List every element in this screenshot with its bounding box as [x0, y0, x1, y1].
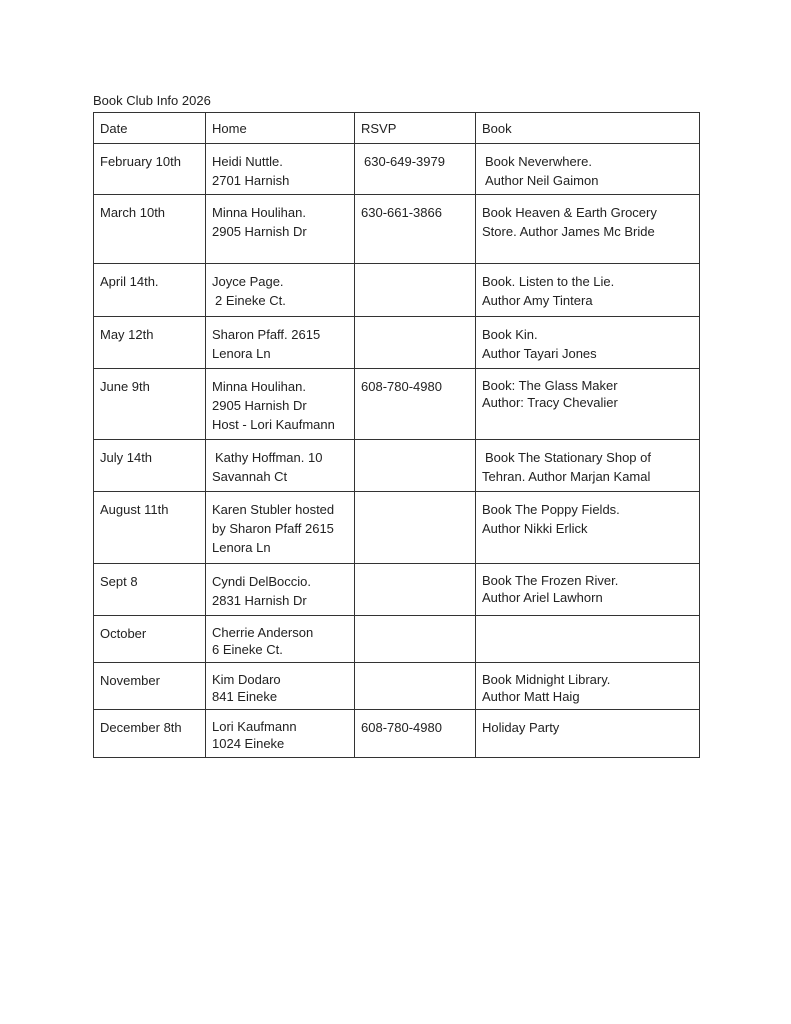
- book-line: Holiday Party: [482, 720, 560, 735]
- cell-home: [206, 710, 355, 758]
- book-line: Book Midnight Library.: [482, 672, 611, 687]
- book-line: Store. Author James Mc Bride: [482, 224, 655, 239]
- cell-home: [206, 440, 355, 492]
- book-line: Book The Frozen River.: [482, 573, 619, 588]
- table-row: [94, 564, 700, 616]
- cell-book: [476, 195, 700, 264]
- cell-date: November: [94, 663, 206, 710]
- header-home: Home: [206, 113, 355, 144]
- book-line: Author: Tracy Chevalier: [482, 395, 618, 410]
- home-line: by Sharon Pfaff 2615: [212, 521, 334, 536]
- table-row: [94, 144, 700, 195]
- rsvp-phone: 608-780-4980: [361, 379, 442, 394]
- home-line: Karen Stubler hosted: [212, 502, 335, 517]
- cell-home: [206, 663, 355, 710]
- book-club-table: [93, 112, 700, 758]
- cell-rsvp: [355, 663, 476, 710]
- home-line: 6 Eineke Ct.: [212, 642, 283, 657]
- cell-date: December 8th: [94, 710, 206, 758]
- cell-date: April 14th.: [94, 264, 206, 317]
- book-line: Author Nikki Erlick: [482, 521, 588, 536]
- cell-home: [206, 264, 355, 317]
- cell-rsvp: [355, 564, 476, 616]
- cell-rsvp: [355, 144, 476, 195]
- cell-home: [206, 564, 355, 616]
- book-line: Author Amy Tintera: [482, 293, 593, 308]
- cell-book: [476, 492, 700, 564]
- home-line: 2831 Harnish Dr: [212, 593, 307, 608]
- home-line: Joyce Page.: [212, 274, 284, 289]
- cell-rsvp: [355, 440, 476, 492]
- rsvp-phone: 630-649-3979: [364, 154, 445, 169]
- home-line: 1024 Eineke: [212, 736, 285, 751]
- document-title: Book Club Info 2026: [93, 93, 211, 108]
- book-line: Book. Listen to the Lie.: [482, 274, 615, 289]
- cell-date: February 10th: [94, 144, 206, 195]
- cell-date: March 10th: [94, 195, 206, 264]
- home-line: 2 Eineke Ct.: [215, 293, 286, 308]
- home-line: 841 Eineke: [212, 689, 278, 704]
- cell-book: [476, 440, 700, 492]
- book-line: Book Heaven & Earth Grocery: [482, 205, 657, 220]
- cell-home: [206, 616, 355, 663]
- cell-book: [476, 264, 700, 317]
- cell-book: [476, 663, 700, 710]
- cell-home: [206, 317, 355, 369]
- cell-book: [476, 369, 700, 440]
- cell-date: August 11th: [94, 492, 206, 564]
- cell-book: [476, 144, 700, 195]
- table-row: [94, 492, 700, 564]
- cell-rsvp: [355, 710, 476, 758]
- cell-date: Sept 8: [94, 564, 206, 616]
- cell-book: [476, 564, 700, 616]
- table-row: [94, 616, 700, 663]
- cell-rsvp: [355, 264, 476, 317]
- home-line: Lenora Ln: [212, 346, 271, 361]
- rsvp-phone: 608-780-4980: [361, 720, 442, 735]
- cell-date: July 14th: [94, 440, 206, 492]
- book-line: Author Tayari Jones: [482, 346, 597, 361]
- table-row: [94, 710, 700, 758]
- cell-book: [476, 616, 700, 663]
- book-line: Book Neverwhere.: [485, 154, 592, 169]
- cell-date: May 12th: [94, 317, 206, 369]
- table-row: [94, 195, 700, 264]
- book-line: Author Ariel Lawhorn: [482, 590, 603, 605]
- book-line: Tehran. Author Marjan Kamal: [482, 469, 651, 484]
- home-line: Lenora Ln: [212, 540, 271, 555]
- home-line: 2905 Harnish Dr: [212, 398, 307, 413]
- home-line: 2701 Harnish: [212, 173, 290, 188]
- home-line: Savannah Ct: [212, 469, 288, 484]
- home-line: Cherrie Anderson: [212, 625, 314, 640]
- book-line: Book Kin.: [482, 327, 538, 342]
- table-row: [94, 663, 700, 710]
- home-line: Sharon Pfaff. 2615: [212, 327, 321, 342]
- cell-date: June 9th: [94, 369, 206, 440]
- header-date: Date: [94, 113, 206, 144]
- cell-book: [476, 710, 700, 758]
- cell-rsvp: [355, 195, 476, 264]
- table-header-row: [94, 113, 700, 144]
- home-line: Kathy Hoffman. 10: [215, 450, 323, 465]
- cell-home: [206, 144, 355, 195]
- book-line: Book The Stationary Shop of: [485, 450, 651, 465]
- cell-rsvp: [355, 492, 476, 564]
- book-line: Book: The Glass Maker: [482, 378, 618, 393]
- table-row: [94, 440, 700, 492]
- home-line: Minna Houlihan.: [212, 379, 306, 394]
- home-line: 2905 Harnish Dr: [212, 224, 307, 239]
- cell-rsvp: [355, 317, 476, 369]
- home-line: Lori Kaufmann: [212, 719, 297, 734]
- cell-rsvp: [355, 369, 476, 440]
- cell-date: October: [94, 616, 206, 663]
- cell-home: [206, 492, 355, 564]
- book-line: Author Neil Gaimon: [485, 173, 599, 188]
- table-row: [94, 264, 700, 317]
- home-line: Minna Houlihan.: [212, 205, 306, 220]
- home-line: Cyndi DelBoccio.: [212, 574, 311, 589]
- book-line: Book The Poppy Fields.: [482, 502, 620, 517]
- table-row: [94, 317, 700, 369]
- cell-rsvp: [355, 616, 476, 663]
- rsvp-phone: 630-661-3866: [361, 205, 442, 220]
- table-row: [94, 369, 700, 440]
- header-book: Book: [476, 113, 700, 144]
- header-rsvp: RSVP: [355, 113, 476, 144]
- book-line: Author Matt Haig: [482, 689, 580, 704]
- home-line: Host - Lori Kaufmann: [212, 417, 335, 432]
- home-line: Heidi Nuttle.: [212, 154, 283, 169]
- cell-home: [206, 195, 355, 264]
- cell-home: [206, 369, 355, 440]
- cell-book: [476, 317, 700, 369]
- home-line: Kim Dodaro: [212, 672, 281, 687]
